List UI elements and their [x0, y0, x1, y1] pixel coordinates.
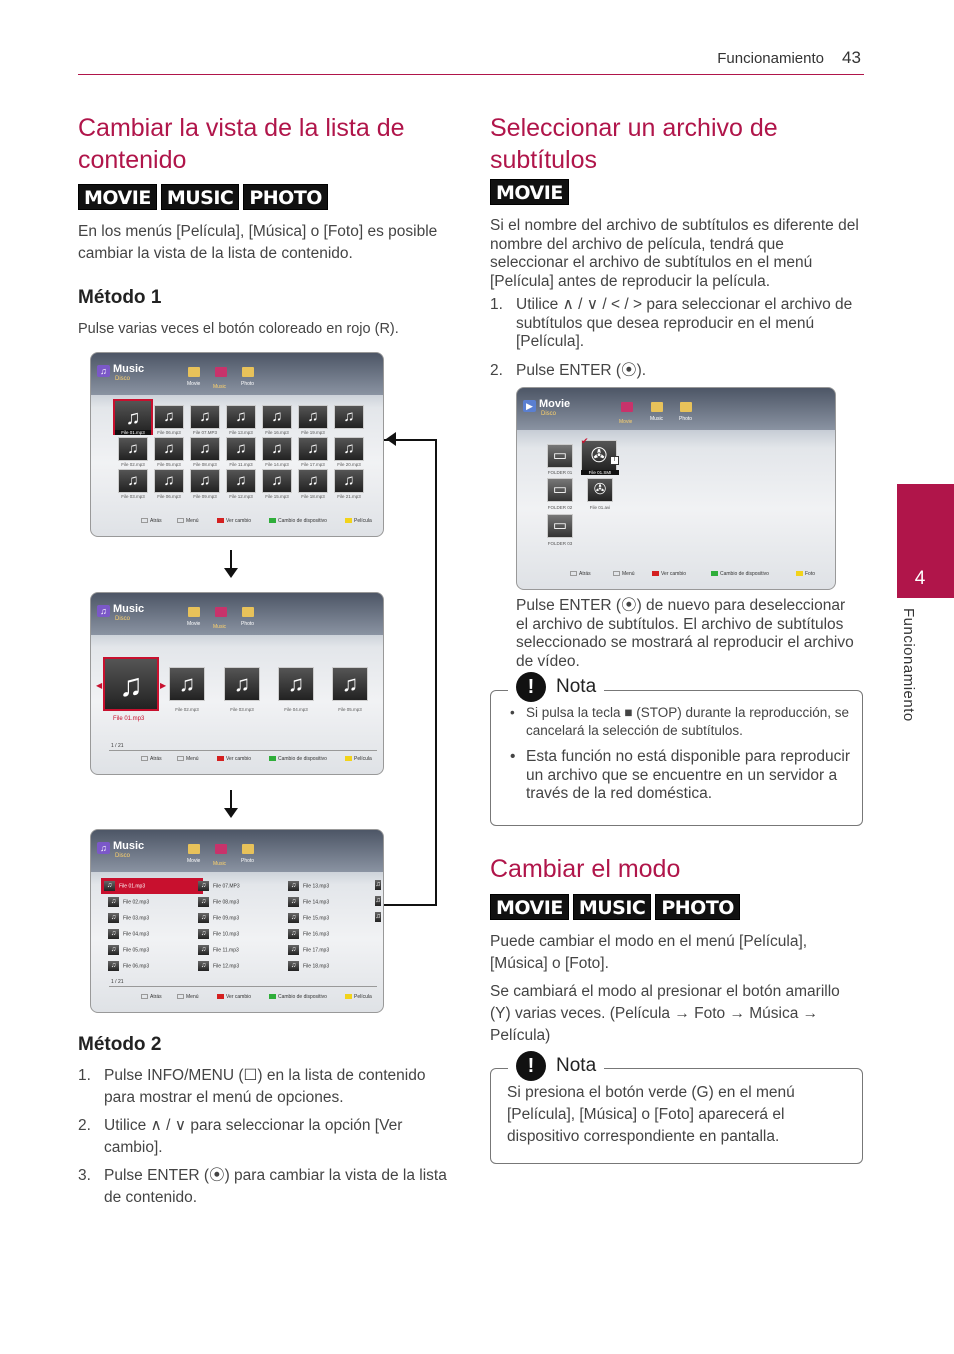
tile-label: FOLDER 01	[547, 470, 573, 475]
folder-label: Photo	[241, 381, 255, 387]
step: 2. Utilice ∧ / ∨ para seleccionar la opción [Ver cambio].	[78, 1117, 403, 1156]
tile-label: File 01.SMI	[581, 470, 619, 475]
folder-icon	[188, 844, 200, 854]
screen-subtitle: Disco	[115, 616, 131, 622]
list-item[interactable]: ♫ File 15.mp3	[288, 913, 329, 923]
folder-icon	[680, 402, 692, 412]
tile-label: File 12.mp3	[229, 494, 253, 499]
page-number: 43	[842, 48, 861, 67]
music-badge: MUSIC	[573, 894, 652, 920]
music-file-icon[interactable]: ♫	[118, 437, 148, 461]
list-item[interactable]: ♫ File 06.mp3	[108, 961, 149, 971]
folder-label: Music	[650, 416, 664, 422]
screen-bottom-bar	[91, 508, 383, 536]
bar-back: Atrás	[570, 571, 591, 577]
note-title: Nota	[556, 676, 597, 697]
folder-icon	[188, 607, 200, 617]
music-file-icon[interactable]: ♫	[190, 405, 220, 429]
tile-label: File 04.mp3	[284, 707, 308, 712]
note-title: Nota	[556, 1055, 597, 1076]
folder-icon	[215, 367, 227, 377]
tile-label: File 05.mp3	[157, 462, 181, 467]
step: 2. Pulse ENTER (⦿).	[490, 361, 647, 379]
tile-label: File 15.mp3	[265, 494, 289, 499]
right-steps	[490, 296, 865, 386]
folder-icon	[242, 607, 254, 617]
method2-steps	[78, 1065, 453, 1215]
tile-label: File 13.mp3	[229, 430, 253, 435]
down-arrow-icon	[230, 790, 232, 816]
music-file-icon[interactable]: ♫	[169, 667, 205, 701]
list-item[interactable]: ♫ File 07.MP3	[198, 881, 240, 891]
method2-heading: Método 2	[78, 1034, 162, 1055]
right-badges	[490, 179, 573, 205]
tile-label: File 14.mp3	[265, 462, 289, 467]
tile-label: File 08.mp3	[193, 462, 217, 467]
list-item[interactable]: ♫ File 02.mp3	[108, 897, 149, 907]
return-connector	[384, 439, 437, 906]
note-list	[508, 704, 853, 804]
bar-menu: Menú	[613, 571, 635, 577]
folder-label: Movie	[187, 858, 201, 864]
music-file-icon: ♫	[375, 881, 381, 888]
left-arrow-icon	[386, 432, 396, 446]
music-file-icon[interactable]: ♫	[224, 667, 260, 701]
running-header-section: Funcionamiento	[717, 50, 824, 67]
exclamation-icon: !	[516, 672, 546, 702]
film-reel-icon[interactable]: ✇	[587, 478, 613, 502]
music-file-icon[interactable]: ♫	[113, 399, 153, 435]
music-file-icon[interactable]: ♫	[298, 405, 328, 429]
movie-badge: MOVIE	[490, 179, 569, 205]
mode-paragraph-1: Puede cambiar el modo en el menú [Película], [Música] o [Foto].	[490, 933, 808, 972]
tile-label: File 19.mp3	[301, 430, 325, 435]
bar-device-change: Cambio de dispositivo	[269, 994, 327, 1000]
screen-title: Music	[113, 603, 145, 615]
folder-label: Photo	[241, 858, 255, 864]
folder-label: Photo	[679, 416, 693, 422]
screen-large-view	[90, 592, 384, 775]
left-section-title: Cambiar la vista de la lista de contenido	[78, 114, 405, 174]
tile-label: File 02.mp3	[121, 462, 145, 467]
list-item[interactable]: ♫ File 04.mp3	[108, 929, 149, 939]
folder-icon	[215, 844, 227, 854]
note-header	[508, 672, 604, 702]
music-file-icon[interactable]: ♫	[278, 667, 314, 701]
bar-device-change: Cambio de dispositivo	[269, 756, 327, 762]
list-item[interactable]: ♫ File 16.mp3	[288, 929, 329, 939]
list-item[interactable]: ♫ File 11.mp3	[198, 945, 239, 955]
prev-arrow-icon[interactable]: ◀	[96, 681, 103, 690]
screen-bottom-bar	[91, 746, 383, 774]
music-file-icon[interactable]: ♫	[103, 657, 159, 711]
folder-label: Movie	[187, 381, 201, 387]
folder-icon	[188, 367, 200, 377]
music-file-icon[interactable]: ♫	[334, 437, 364, 461]
bar-view-change: Ver cambio	[217, 756, 251, 762]
folder-icon[interactable]: ▭	[547, 478, 573, 502]
bar-view-change: Ver cambio	[217, 994, 251, 1000]
list-item[interactable]: ♫ File 09.mp3	[198, 913, 239, 923]
screen-subtitle: Disco	[541, 411, 557, 417]
subtitle-t-icon: T	[610, 456, 619, 465]
tile-label: File 21.mp3	[337, 494, 361, 499]
screen-subtitle: Disco	[115, 853, 131, 859]
music-note-icon: ♫	[97, 842, 110, 854]
music-file-icon[interactable]: ♫	[334, 405, 364, 429]
tile-label: FOLDER 02	[547, 505, 573, 510]
header-rule	[78, 74, 864, 75]
bar-back: Atrás	[141, 756, 162, 762]
folder-icon[interactable]: ▭	[547, 514, 573, 538]
list-item[interactable]: ♫ File 01.mp3	[104, 881, 145, 891]
music-file-icon[interactable]: ♫	[190, 469, 220, 493]
music-file-icon[interactable]: ♫	[334, 469, 364, 493]
page-counter: 1 / 21	[111, 979, 124, 985]
tile-label: File 07.MP3	[192, 430, 217, 435]
folder-icon	[215, 607, 227, 617]
tile-label: File 20.mp3	[337, 462, 361, 467]
screen-subtitle: Disco	[115, 376, 131, 382]
music-file-icon: ♫	[375, 913, 381, 920]
screen-bottom-bar	[91, 984, 383, 1012]
photo-badge: PHOTO	[655, 894, 740, 920]
method1-text: Pulse varias veces el botón coloreado en rojo (R).	[78, 321, 399, 337]
chapter-label: Funcionamiento	[900, 608, 917, 722]
music-file-icon[interactable]: ♫	[154, 469, 184, 493]
tile-label: File 03.mp3	[121, 494, 145, 499]
music-file-icon[interactable]: ♫	[190, 437, 220, 461]
tile-label: File 01.mp3	[115, 430, 151, 435]
note-item: • Si pulsa la tecla ■ (STOP) durante la reproducción, se cancelará la selección de subtítulos.	[508, 704, 853, 740]
bar-view-change: Ver cambio	[217, 518, 251, 524]
screen-movie	[516, 387, 836, 590]
bar-device-change: Cambio de dispositivo	[269, 518, 327, 524]
note-header	[508, 1051, 604, 1081]
music-file-icon[interactable]: ♫	[154, 405, 184, 429]
exclamation-icon: !	[516, 1051, 546, 1081]
photo-badge: PHOTO	[243, 184, 328, 210]
movie-badge: MOVIE	[78, 184, 157, 210]
bar-view-change: Ver cambio	[652, 571, 686, 577]
folder-icon	[621, 402, 633, 412]
tile-label: File 02.mp3	[175, 707, 199, 712]
left-intro: En los menús [Película], [Música] o [Foto] es posible cambiar la vista de la lista de contenido.	[78, 223, 438, 262]
tile-label: File 17.mp3	[301, 462, 325, 467]
chapter-number: 4	[914, 568, 926, 589]
movie-badge: MOVIE	[490, 894, 569, 920]
bar-menu: Menú	[177, 518, 199, 524]
mode-badges	[490, 894, 744, 920]
step: 1. Utilice ∧ / ∨ / < / > para seleccionar el archivo de subtítulos que desea reproducir en el menú [Película].	[490, 296, 853, 350]
down-arrow-icon	[230, 550, 232, 576]
folder-label: Photo	[241, 621, 255, 627]
screen-grid-view	[90, 352, 384, 537]
list-item[interactable]: ♫ File 17.mp3	[288, 945, 329, 955]
bar-mode: Foto	[796, 571, 815, 577]
tile-label: FOLDER 03	[547, 541, 573, 546]
music-file-icon[interactable]: ♫	[332, 667, 368, 701]
screen-title: Music	[113, 840, 145, 852]
tile-label: File 09.mp3	[193, 494, 217, 499]
music-file-icon[interactable]: ♫	[118, 469, 148, 493]
checkmark-icon: ✔	[581, 436, 589, 446]
screen-bottom-bar	[517, 561, 835, 589]
mode-section-title: Cambiar el modo	[490, 855, 681, 883]
bar-back: Atrás	[141, 518, 162, 524]
music-file-icon[interactable]: ♫	[262, 437, 292, 461]
screen-title: Music	[113, 363, 145, 375]
bar-menu: Menú	[177, 756, 199, 762]
tile-label: File 01.mp3	[113, 716, 145, 722]
list-item[interactable]: ♫ File 03.mp3	[108, 913, 149, 923]
list-item[interactable]: ♫ File 08.mp3	[198, 897, 239, 907]
music-note-icon: ♫	[97, 605, 110, 617]
note-item: • Esta función no está disponible para reproducir un archivo que se encuentre en un servidor a través de la red doméstica.	[508, 748, 853, 804]
music-file-icon[interactable]: ♫	[226, 405, 256, 429]
music-file-icon: ♫	[375, 897, 381, 904]
music-file-icon[interactable]: ♫	[226, 437, 256, 461]
list-item[interactable]: ♫ File 10.mp3	[198, 929, 239, 939]
step: 3. Pulse ENTER (⦿) para cambiar la vista de la lista de contenido.	[78, 1167, 447, 1206]
music-file-icon[interactable]: ♫	[298, 437, 328, 461]
film-reel-icon[interactable]: ✇	[581, 440, 617, 472]
bar-mode: Película	[345, 518, 372, 524]
tile-label: File 03.mp3	[230, 707, 254, 712]
screen-title: Movie	[539, 398, 571, 410]
tile-label: File 11.mp3	[229, 462, 253, 467]
screen-list-view	[90, 829, 384, 1013]
list-item[interactable]: ♫ File 12.mp3	[198, 961, 239, 971]
note-text: Si presiona el botón verde (G) en el menú [Película], [Música] o [Foto] aparecerá el dispositivo correspondiente en pantalla.	[507, 1084, 795, 1145]
folder-icon[interactable]: ▭	[547, 444, 573, 468]
tile-label: File 05.mp3	[338, 707, 362, 712]
list-item[interactable]: ♫ File 14.mp3	[288, 897, 329, 907]
mode-paragraph-2: Se cambiará el modo al presionar el botón amarillo (Y) varias veces. (Película → Foto → Música → Película)	[490, 983, 840, 1044]
folder-icon	[242, 844, 254, 854]
folder-label: Movie	[187, 621, 201, 627]
music-note-icon: ♫	[97, 365, 110, 377]
tile-label: File 01.avi	[589, 505, 611, 510]
deselect-text: Pulse ENTER (⦿) de nuevo para deseleccionar el archivo de subtítulos. El archivo de subtítulos seleccionado se mostrará al reproducir el archivo de vídeo.	[516, 597, 854, 670]
folder-icon	[651, 402, 663, 412]
next-arrow-icon[interactable]: ▶	[160, 681, 167, 690]
bar-menu: Menú	[177, 994, 199, 1000]
music-file-icon[interactable]: ♫	[154, 437, 184, 461]
list-item[interactable]: ♫ File 05.mp3	[108, 945, 149, 955]
music-file-icon[interactable]: ♫	[262, 469, 292, 493]
tile-label: File 16.mp3	[265, 430, 289, 435]
folder-label: Music	[213, 861, 227, 867]
folder-icon	[242, 367, 254, 377]
method1-heading: Método 1	[78, 287, 162, 308]
right-intro: Si el nombre del archivo de subtítulos es diferente del nombre del archivo de película, tendrá que seleccionar el archivo de subtítulos en el menú [Película] antes de reproducir la película.	[490, 217, 859, 290]
tile-label: File 06.mp3	[157, 494, 181, 499]
list-overflow-column	[375, 880, 383, 970]
folder-label: Music	[213, 384, 227, 390]
bar-device-change: Cambio de dispositivo	[711, 571, 769, 577]
music-file-icon[interactable]: ♫	[298, 469, 328, 493]
right-section-title: Seleccionar un archivo de subtítulos	[490, 114, 778, 174]
music-badge: MUSIC	[161, 184, 240, 210]
folder-label: Movie	[619, 419, 633, 425]
list-item[interactable]: ♫ File 18.mp3	[288, 961, 329, 971]
bar-back: Atrás	[141, 994, 162, 1000]
folder-label: Music	[213, 624, 227, 630]
bar-mode: Película	[345, 756, 372, 762]
music-file-icon[interactable]: ♫	[226, 469, 256, 493]
tile-label: File 06.mp3	[157, 430, 181, 435]
list-item[interactable]: ♫ File 13.mp3	[288, 881, 329, 891]
tile-label: File 18.mp3	[301, 494, 325, 499]
page-counter: 1 / 21	[111, 743, 124, 749]
step: 1. Pulse INFO/MENU (☐) en la lista de contenido para mostrar el menú de opciones.	[78, 1067, 426, 1106]
left-badges	[78, 184, 332, 210]
film-icon: ▶	[523, 400, 536, 412]
music-file-icon[interactable]: ♫	[262, 405, 292, 429]
bar-mode: Película	[345, 994, 372, 1000]
